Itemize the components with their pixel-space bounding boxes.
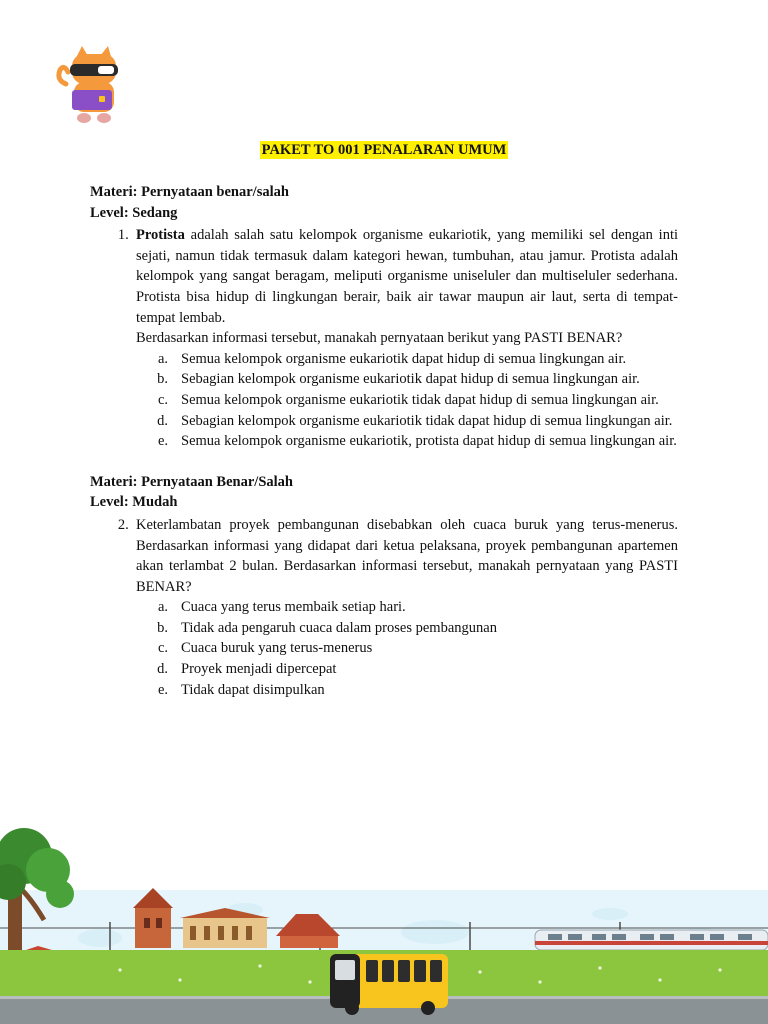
option-letter: b. xyxy=(157,371,168,388)
option-item xyxy=(136,680,678,701)
option-item xyxy=(136,349,678,370)
option-letter: a. xyxy=(157,350,168,367)
level-label: Level: Mudah xyxy=(90,494,178,511)
option-letter: a. xyxy=(157,599,168,616)
question-item xyxy=(90,225,678,452)
option-item xyxy=(136,431,678,452)
option-item xyxy=(136,638,678,659)
document-content xyxy=(90,182,678,700)
option-item xyxy=(136,411,678,432)
document-title: PAKET TO 001 PENALARAN UMUM xyxy=(261,142,507,158)
option-letter: c. xyxy=(157,391,168,408)
materi-label: Materi: Pernyataan benar/salah xyxy=(90,184,289,200)
question-number: 1. xyxy=(117,227,129,244)
train-icon xyxy=(535,930,768,950)
question-text: Keterlambatan proyek pembangunan disebabkan oleh cuaca buruk yang terus-menerus. Berdasarkan informasi yang didapat dari ketua pelaksana, proyek pembangunan apartemen akan terlambat 2 bulan. Berdasarkan informasi tersebut, manakah pernyataan yang PASTI BENAR? xyxy=(136,516,678,595)
option-list xyxy=(136,597,678,700)
option-text: Semua kelompok organisme eukariotik tidak dapat hidup di semua lingkungan air. xyxy=(181,391,659,408)
question-number: 2. xyxy=(117,516,129,533)
option-text: Tidak dapat disimpulkan xyxy=(181,681,325,698)
option-text: Semua kelompok organisme eukariotik dapat hidup di semua lingkungan air. xyxy=(181,350,627,367)
option-item xyxy=(136,597,678,618)
option-item xyxy=(136,390,678,411)
option-text: Tidak ada pengaruh cuaca dalam proses pembangunan xyxy=(181,619,497,636)
cat-mascot-icon xyxy=(56,44,128,128)
question-item xyxy=(90,515,678,700)
city-landscape-illustration xyxy=(0,810,768,1024)
option-item xyxy=(136,618,678,639)
option-text: Semua kelompok organisme eukariotik, protista dapat hidup di semua lingkungan air. xyxy=(181,433,677,450)
option-letter: e. xyxy=(157,433,168,450)
option-list xyxy=(136,349,678,452)
question-body xyxy=(136,515,678,700)
option-text: Cuaca yang terus membaik setiap hari. xyxy=(181,599,406,616)
level-label: Level: Sedang xyxy=(90,204,178,221)
materi-label: Materi: Pernyataan Benar/Salah xyxy=(90,473,293,490)
question-body xyxy=(136,225,678,452)
option-item xyxy=(136,659,678,680)
question-section xyxy=(90,472,678,701)
option-letter: c. xyxy=(157,640,168,657)
question-prompt: Berdasarkan informasi tersebut, manakah pernyataan berikut yang PASTI BENAR? xyxy=(136,330,623,347)
question-section xyxy=(90,182,678,452)
option-item xyxy=(136,369,678,390)
option-letter: d. xyxy=(157,412,168,429)
option-letter: e. xyxy=(157,681,168,698)
question-term: Protista xyxy=(136,227,185,244)
option-letter: b. xyxy=(157,619,168,636)
option-text: Sebagian kelompok organisme eukariotik tidak dapat hidup di semua lingkungan air. xyxy=(181,412,673,429)
option-text: Sebagian kelompok organisme eukariotik dapat hidup di semua lingkungan air. xyxy=(181,371,640,388)
option-text: Proyek menjadi dipercepat xyxy=(181,661,337,678)
bus-icon xyxy=(330,954,448,1015)
option-text: Cuaca buruk yang terus-menerus xyxy=(181,640,373,657)
title-wrap xyxy=(0,141,768,159)
question-text: Protista adalah salah satu kelompok organisme eukariotik, yang memiliki sel dengan inti sejati, namun tidak termasuk dalam kategori hewan, tumbuhan, atau jamur. Protista adalah kelompok yang sangat beragam, meliputi organisme uniseluler dan multiseluler sederhana. Protista bisa hidup di lingkungan berair, baik air tawar maupun air laut, serta di tempat-tempat lembab. xyxy=(136,227,678,326)
option-letter: d. xyxy=(157,661,168,678)
